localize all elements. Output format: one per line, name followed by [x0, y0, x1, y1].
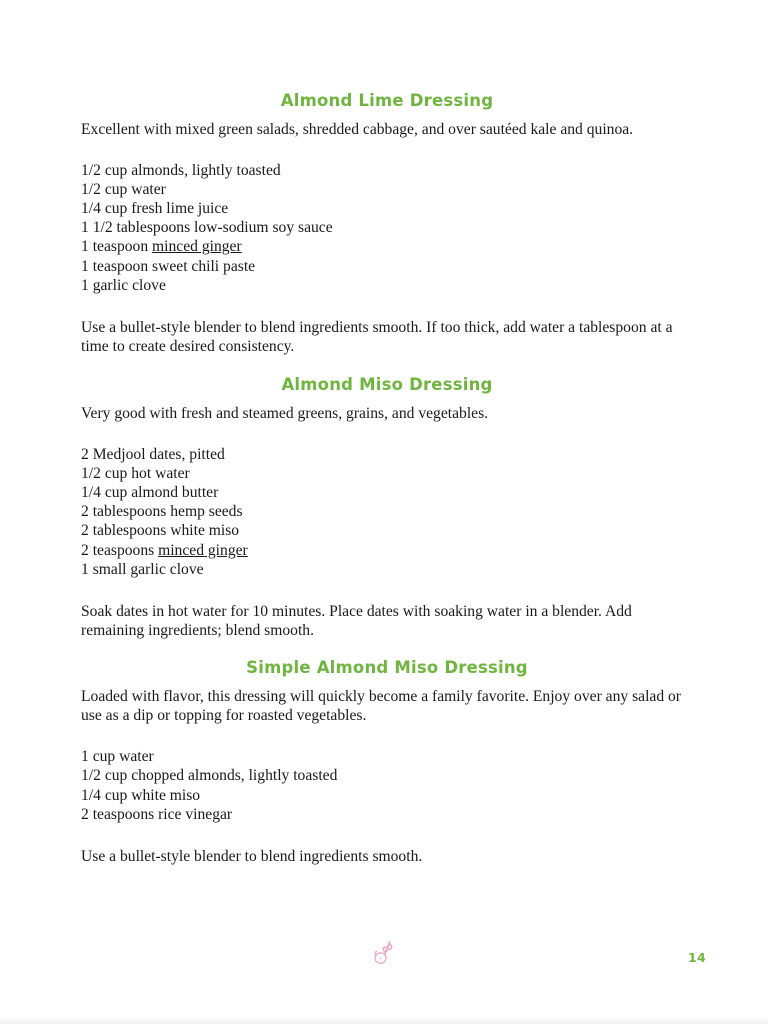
recipe-description: Excellent with mixed green salads, shredded cabbage, and over sautéed kale and quinoa.	[81, 120, 634, 138]
ingredient-item: 2 tablespoons white miso	[81, 522, 240, 540]
ingredient-item: 1 teaspoon minced ginger	[81, 238, 242, 256]
recipe-description: Very good with fresh and steamed greens, grains, and vegetables.	[81, 404, 489, 422]
recipe-instructions: Use a bullet-style blender to blend ingredients smooth. If too thick, add water a tablespoon at a time to create desired consistency.	[81, 318, 673, 356]
ingredient-item: 1/4 cup fresh lime juice	[81, 200, 229, 218]
ingredient-item: 1 cup water	[81, 748, 154, 766]
ingredient-item: 1/2 cup hot water	[81, 465, 190, 483]
ingredient-item: 1 small garlic clove	[81, 560, 204, 578]
spacer	[81, 111, 693, 120]
spacer	[81, 295, 693, 318]
recipe-title: Almond Miso Dressing	[281, 375, 493, 394]
page-number: 14	[688, 950, 706, 965]
ingredient-item: 1 1/2 tablespoons low-sodium soy sauce	[81, 219, 333, 237]
ingredient-item: 2 tablespoons hemp seeds	[81, 503, 243, 521]
ingredient-item: 2 Medjool dates, pitted	[81, 446, 225, 464]
recipe-title: Simple Almond Miso Dressing	[246, 658, 528, 677]
pink-flower-ornament	[367, 938, 401, 968]
spacer	[81, 725, 693, 747]
ingredient-list	[81, 445, 693, 579]
ingredient-link[interactable]: minced ginger	[158, 541, 248, 559]
recipe-section-simple-almond-miso-dressing	[81, 658, 693, 866]
ingredient-list	[81, 747, 693, 823]
ingredient-item: 1/2 cup almonds, lightly toasted	[81, 162, 281, 180]
spacer	[81, 824, 693, 847]
spacer	[81, 395, 693, 404]
recipe-section-almond-miso-dressing	[81, 375, 693, 640]
page-bottom-edge	[0, 1015, 768, 1024]
ingredient-item: 1 teaspoon sweet chili paste	[81, 257, 256, 275]
ingredient-item: 1/4 cup white miso	[81, 786, 201, 804]
spacer	[81, 423, 693, 445]
recipe-description: Loaded with flavor, this dressing will quickly become a family favorite. Enjoy over any salad or use as a dip or topping for roasted vegetables.	[81, 687, 682, 725]
spacer	[81, 678, 693, 687]
spacer	[81, 139, 693, 161]
ingredient-list	[81, 161, 693, 295]
ingredient-item: 1 garlic clove	[81, 276, 166, 294]
ingredient-item: 2 teaspoons rice vinegar	[81, 805, 233, 823]
recipe-title: Almond Lime Dressing	[280, 91, 494, 110]
ingredient-item: 1/4 cup almond butter	[81, 484, 219, 502]
ingredient-item: 2 teaspoons minced ginger	[81, 541, 248, 559]
ingredient-item: 1/2 cup chopped almonds, lightly toasted	[81, 767, 338, 785]
recipe-instructions: Soak dates in hot water for 10 minutes. Place dates with soaking water in a blender. Add remaining ingredients; blend smooth.	[81, 602, 632, 640]
ingredient-link[interactable]: minced ginger	[152, 238, 242, 256]
recipe-instructions: Use a bullet-style blender to blend ingredients smooth.	[81, 847, 423, 865]
recipe-section-almond-lime-dressing	[81, 91, 693, 356]
ingredient-item: 1/2 cup water	[81, 181, 166, 199]
spacer	[81, 579, 693, 602]
